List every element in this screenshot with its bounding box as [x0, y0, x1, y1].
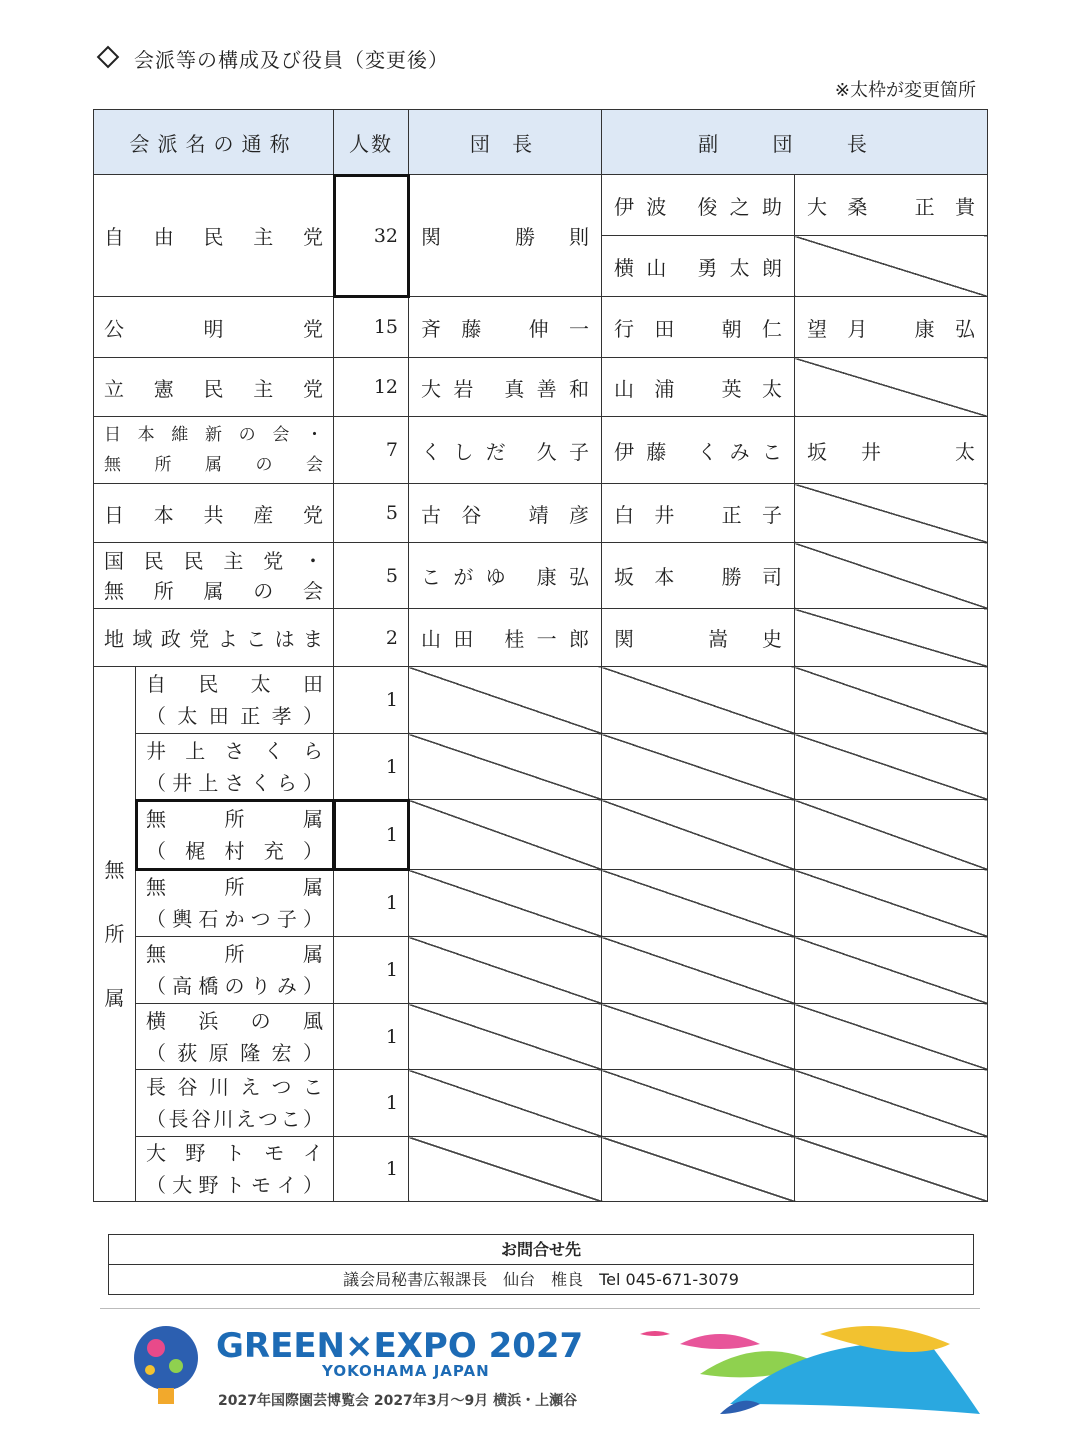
- table-row: [94, 1070, 988, 1137]
- member-count: 12: [334, 358, 409, 417]
- table-row: [94, 484, 988, 543]
- table-row: [94, 417, 988, 484]
- member-count: 1: [334, 937, 409, 1004]
- vice-leader-name: 坂本 勝司: [602, 543, 795, 609]
- empty-cell: [795, 667, 988, 734]
- vice-leader-name: 望月 康弘: [795, 297, 988, 358]
- vice-leader-name: 横山 勇太朗: [602, 236, 795, 297]
- empty-cell: [409, 937, 602, 1004]
- expo-logo-title: GREEN×EXPO 2027: [216, 1326, 584, 1366]
- contact-body: 議会局秘書広報課長 仙台 椎良 Tel 045-671-3079: [343, 1270, 739, 1289]
- leader-name: 山田 桂一郎: [409, 609, 602, 667]
- independent-member: 長谷川えつこ （長谷川えつこ）: [136, 1070, 334, 1137]
- empty-cell: [795, 358, 988, 417]
- table-row: [94, 1137, 988, 1202]
- table-row: [94, 667, 988, 734]
- empty-cell: [602, 800, 795, 870]
- empty-cell: [795, 734, 988, 800]
- vice-leader-name: 行田 朝仁: [602, 297, 795, 358]
- vice-leader-name: 白井 正子: [602, 484, 795, 543]
- table-row: [94, 937, 988, 1004]
- independent-member: 無所属 （高橋のりみ）: [136, 937, 334, 1004]
- vice-leader-name: 坂井 太: [795, 417, 988, 484]
- header-party-name: 会派名の通称: [94, 110, 334, 175]
- empty-cell: [602, 1137, 795, 1202]
- empty-cell: [795, 1137, 988, 1202]
- empty-cell: [795, 937, 988, 1004]
- table-row: [94, 358, 988, 417]
- empty-cell: [602, 1004, 795, 1070]
- empty-cell: [602, 734, 795, 800]
- independent-member: 横浜の風 （荻原隆宏）: [136, 1004, 334, 1070]
- independent-member: 無所属 （梶村充）: [136, 800, 334, 870]
- heading-text: 会派等の構成及び役員（変更後）: [134, 48, 449, 72]
- member-count: 2: [334, 609, 409, 667]
- empty-cell: [409, 1004, 602, 1070]
- member-count: 5: [334, 543, 409, 609]
- vice-leader-name: 伊藤 くみこ: [602, 417, 795, 484]
- member-count: 1: [334, 667, 409, 734]
- table-row: [94, 734, 988, 800]
- expo-mascot-icon: [134, 1326, 198, 1404]
- member-count: 32: [334, 175, 409, 297]
- leader-name: 斉藤 伸一: [409, 297, 602, 358]
- leader-name: くしだ 久子: [409, 417, 602, 484]
- table-row: [94, 175, 988, 236]
- member-count: 1: [334, 1070, 409, 1137]
- empty-cell: [795, 1004, 988, 1070]
- empty-cell: [602, 1070, 795, 1137]
- vice-leader-name: 伊波 俊之助: [602, 175, 795, 236]
- table-row: [94, 870, 988, 937]
- party-name: 立憲民主党: [94, 358, 334, 417]
- header-count: 人数: [334, 110, 409, 175]
- member-count: 1: [334, 734, 409, 800]
- independent-member: 大野トモイ （大野トモイ）: [136, 1137, 334, 1202]
- header-vice-leader: 副 団 長: [602, 110, 988, 175]
- member-count: 1: [334, 800, 409, 870]
- independent-member: 自民太田 （太田正孝）: [136, 667, 334, 734]
- empty-cell: [409, 1070, 602, 1137]
- vice-leader-name: 関 嵩史: [602, 609, 795, 667]
- party-name: 国民民主党・ 無所属の会: [94, 543, 334, 609]
- independent-group-label: 無 所 属: [94, 667, 136, 1202]
- empty-cell: [795, 543, 988, 609]
- divider: [100, 1308, 980, 1309]
- diamond-icon: [97, 46, 120, 69]
- table-row: [94, 543, 988, 609]
- empty-cell: [602, 870, 795, 937]
- empty-cell: [602, 667, 795, 734]
- member-count: 1: [334, 1004, 409, 1070]
- empty-cell: [795, 484, 988, 543]
- party-composition-table: [93, 109, 988, 1202]
- party-name: 地域政党よこはま: [94, 609, 334, 667]
- empty-cell: [409, 870, 602, 937]
- table-row: [94, 1004, 988, 1070]
- contact-box: [108, 1234, 974, 1295]
- table-row: [94, 297, 988, 358]
- empty-cell: [795, 609, 988, 667]
- member-count: 5: [334, 484, 409, 543]
- party-name: 日本共産党: [94, 484, 334, 543]
- table-row: [94, 609, 988, 667]
- expo-description: 2027年国際園芸博覧会 2027年3月～9月 横浜・上瀬谷: [218, 1393, 578, 1409]
- leader-name: 古谷 靖彦: [409, 484, 602, 543]
- document-heading: [100, 44, 449, 73]
- leader-name: 大岩 真善和: [409, 358, 602, 417]
- empty-cell: [409, 1137, 602, 1202]
- table-header-row: [94, 110, 988, 175]
- vice-leader-name: 大桑 正貴: [795, 175, 988, 236]
- independent-member: 無所属 （輿石かつ子）: [136, 870, 334, 937]
- party-name: 公明党: [94, 297, 334, 358]
- empty-cell: [795, 1070, 988, 1137]
- party-name: 自由民主党: [94, 175, 334, 297]
- empty-cell: [795, 800, 988, 870]
- empty-cell: [409, 667, 602, 734]
- header-leader: 団 長: [409, 110, 602, 175]
- member-count: 1: [334, 1137, 409, 1202]
- member-count: 15: [334, 297, 409, 358]
- empty-cell: [795, 236, 988, 297]
- member-count: 7: [334, 417, 409, 484]
- leader-name: こがゆ 康弘: [409, 543, 602, 609]
- party-name: 日本維新の会・ 無所属の会: [94, 417, 334, 484]
- independent-member: 井上さくら （井上さくら）: [136, 734, 334, 800]
- empty-cell: [795, 870, 988, 937]
- leader-name: 関 勝則: [409, 175, 602, 297]
- table-row: [94, 800, 988, 870]
- contact-title: お問合せ先: [109, 1235, 973, 1265]
- empty-cell: [409, 800, 602, 870]
- vice-leader-name: 山浦 英太: [602, 358, 795, 417]
- empty-cell: [602, 937, 795, 1004]
- empty-cell: [409, 734, 602, 800]
- expo-wave-decoration: [640, 1326, 980, 1414]
- expo-logo-subtitle: YOKOHAMA JAPAN: [322, 1362, 490, 1380]
- member-count: 1: [334, 870, 409, 937]
- change-note: ※太枠が変更箇所: [834, 80, 976, 101]
